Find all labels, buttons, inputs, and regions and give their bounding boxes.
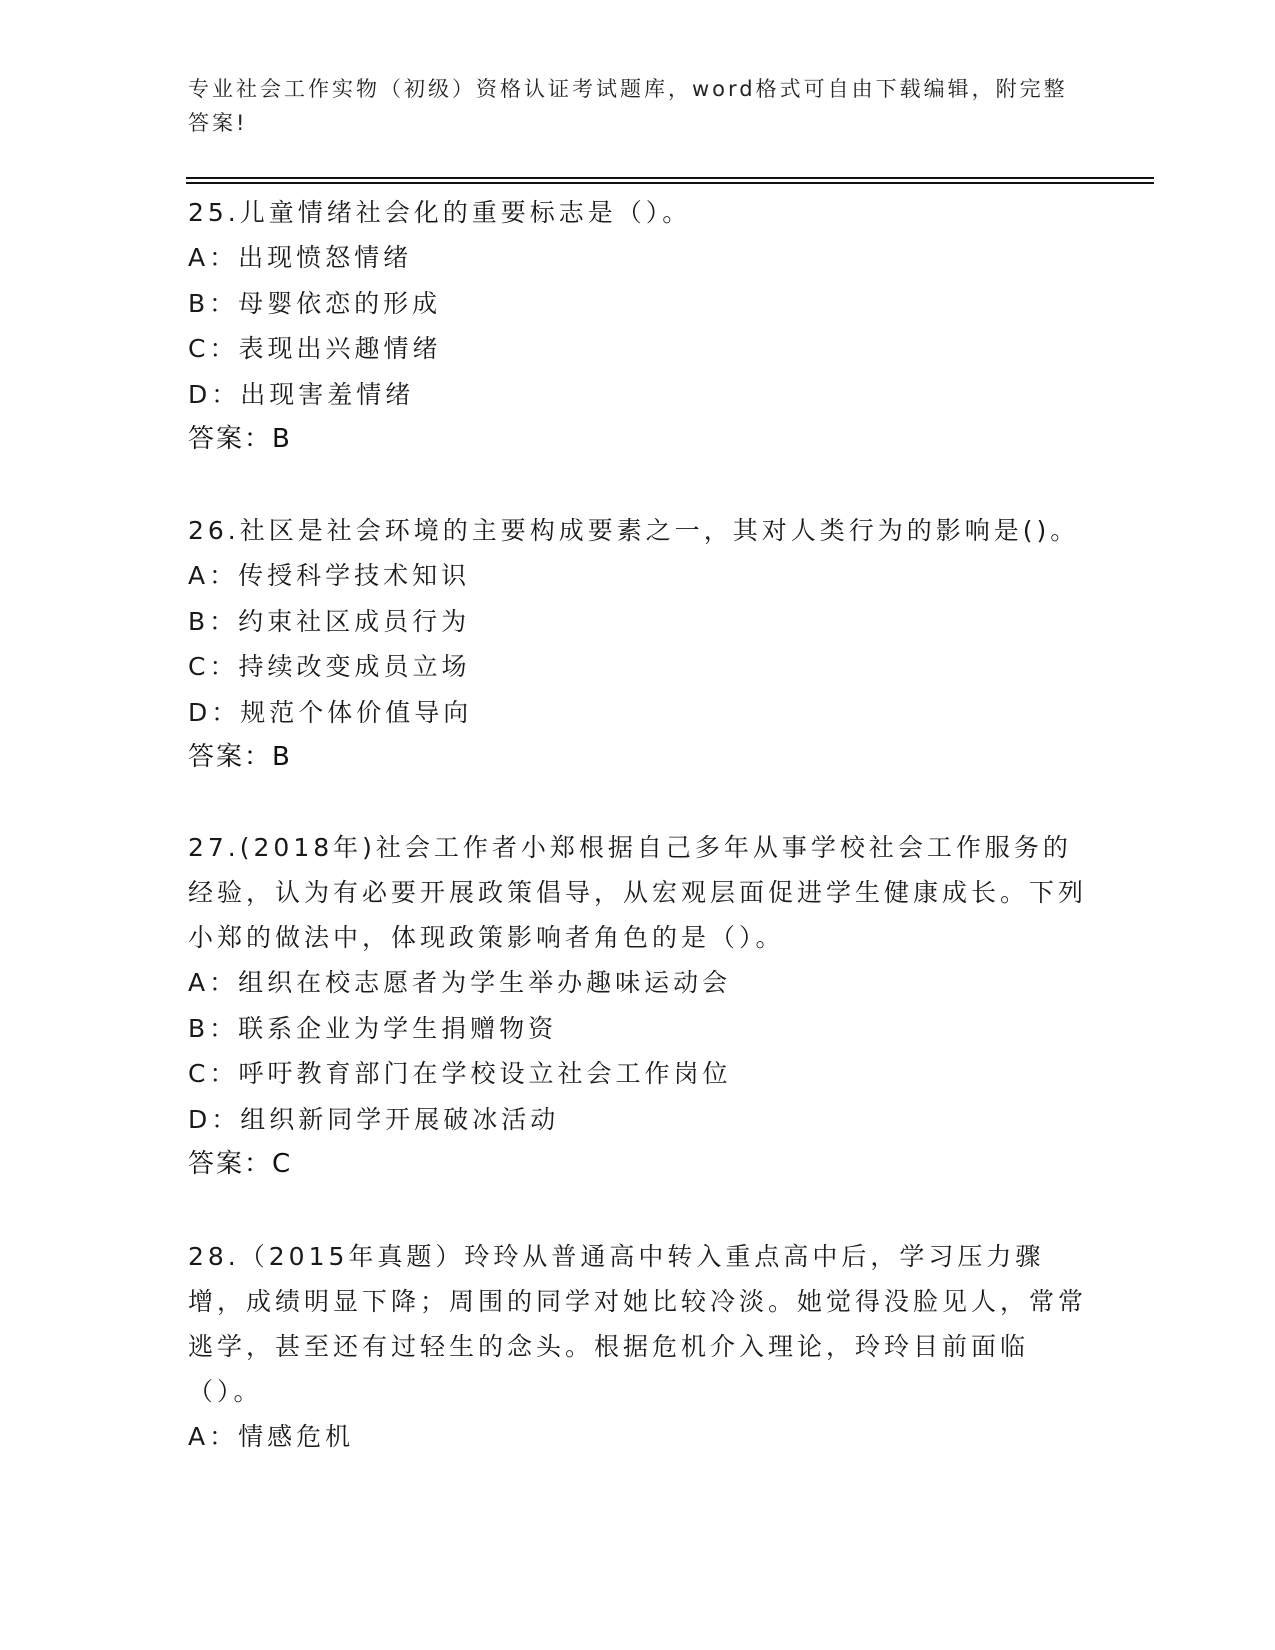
option-a: A：情感危机 <box>188 1422 355 1451</box>
question-26 <box>188 508 1088 780</box>
question-stem: 25.儿童情绪社会化的重要标志是（）。 <box>188 198 692 227</box>
option-b: B：母婴依恋的形成 <box>188 288 442 318</box>
question-stem: 28.（2015年真题）玲玲从普通高中转入重点高中后，学习压力骤增，成绩明显下降；周围的同学对她比较冷淡。她觉得没脸见人，常常逃学，甚至还有过轻生的念头。根据危机介入理论，玲玲目前面临（）。 <box>188 1242 1088 1406</box>
option-d: D：组织新同学开展破冰活动 <box>188 1104 560 1134</box>
option-c: C：持续改变成员立场 <box>188 652 471 681</box>
answer: 答案：C <box>188 1149 293 1179</box>
option-b: B：联系企业为学生捐赠物资 <box>188 1013 558 1043</box>
option-b: B：约束社区成员行为 <box>188 606 471 636</box>
header-divider-top <box>186 177 1154 179</box>
question-27 <box>188 825 1088 1187</box>
option-d: D：规范个体价值导向 <box>188 697 473 727</box>
question-25 <box>188 190 1088 462</box>
question-28 <box>188 1234 1088 1460</box>
document-header: 专业社会工作实物（初级）资格认证考试题库，word格式可自由下载编辑，附完整答案! <box>188 77 1068 135</box>
option-c: C：表现出兴趣情绪 <box>188 334 442 363</box>
option-a: A：组织在校志愿者为学生举办趣味运动会 <box>188 968 732 997</box>
question-stem: 27.(2018年)社会工作者小郑根据自己多年从事学校社会工作服务的经验，认为有必要开展政策倡导，从宏观层面促进学生健康成长。下列小郑的做法中，体现政策影响者角色的是（）。 <box>188 833 1088 952</box>
answer: 答案：B <box>188 742 292 772</box>
option-c: C：呼吁教育部门在学校设立社会工作岗位 <box>188 1059 732 1088</box>
answer: 答案：B <box>188 424 292 454</box>
option-d: D：出现害羞情绪 <box>188 379 415 409</box>
header-divider-bottom <box>186 182 1154 184</box>
question-stem: 26.社区是社会环境的主要构成要素之一，其对人类行为的影响是()。 <box>188 516 1080 545</box>
option-a: A：出现愤怒情绪 <box>188 243 413 272</box>
option-a: A：传授科学技术知识 <box>188 561 471 590</box>
